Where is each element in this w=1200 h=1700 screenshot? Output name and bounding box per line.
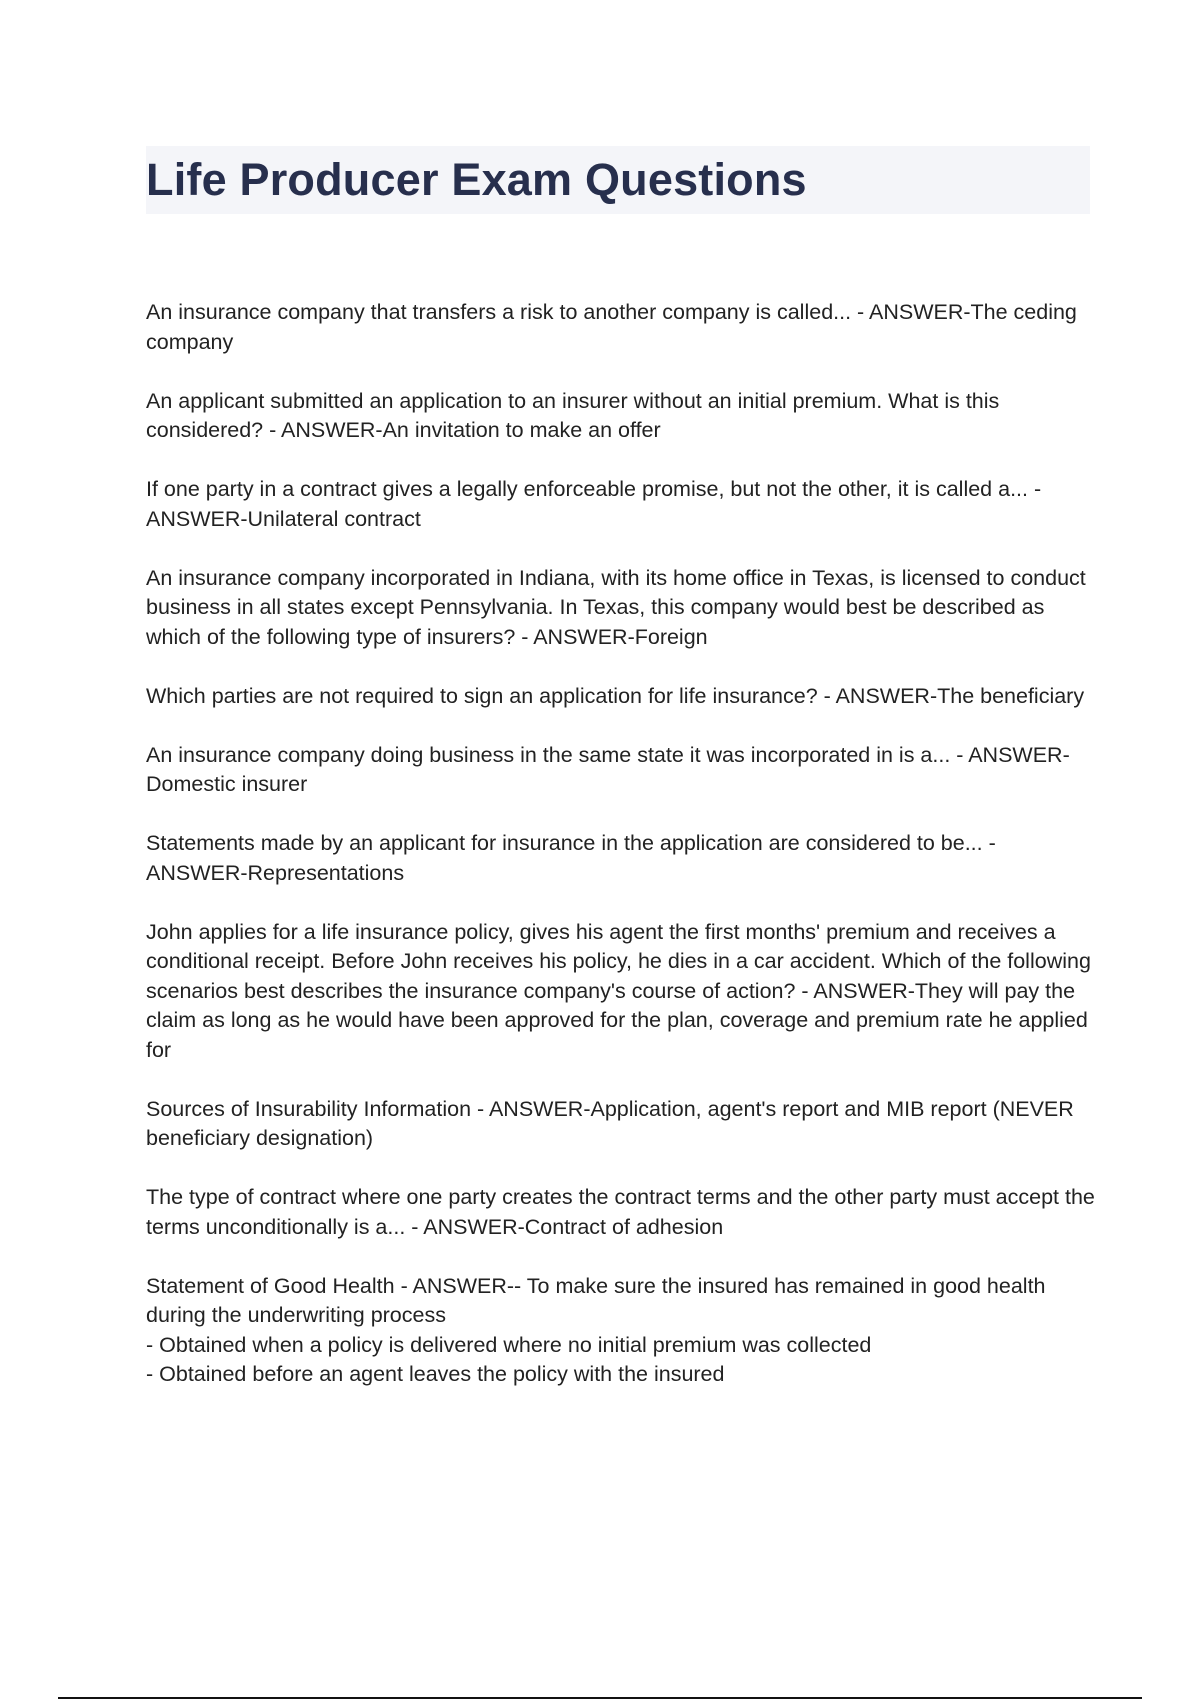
- qa-item: John applies for a life insurance policy, gives his agent the first months' premium and receives a conditional receipt. Before John receives his policy, he dies in a car accident. Which of the following scenarios best describes the insurance company's course of action? - ANSWER-They will pay the claim as long as he would have been approved for the plan, coverage and premium rate he applied for: [146, 919, 1091, 1062]
- qa-item: Statements made by an applicant for insurance in the application are considered to be... - ANSWER-Representations: [146, 831, 996, 885]
- qa-item: An insurance company incorporated in Indiana, with its home office in Texas, is licensed to conduct business in all states except Pennsylvania. In Texas, this company would best be described as which of the following type of insurers? - ANSWER-Foreign: [146, 565, 1086, 649]
- qa-item: The type of contract where one party creates the contract terms and the other party must accept the terms unconditionally is a... - ANSWER-Contract of adhesion: [146, 1185, 1095, 1239]
- qa-item: Sources of Insurability Information - ANSWER-Application, agent's report and MIB report (NEVER beneficiary designation): [146, 1096, 1074, 1150]
- qa-item: If one party in a contract gives a legally enforceable promise, but not the other, it is called a... - ANSWER-Unilateral contract: [146, 477, 1042, 531]
- qa-item: An insurance company doing business in the same state it was incorporated in is a... - ANSWER-Domestic insurer: [146, 742, 1070, 796]
- footer-divider: [58, 1697, 1142, 1699]
- page-title: Life Producer Exam Questions: [146, 154, 807, 205]
- title-banner: [146, 146, 1090, 214]
- qa-item: Which parties are not required to sign an application for life insurance? - ANSWER-The beneficiary: [146, 683, 1085, 708]
- qa-item: Statement of Good Health - ANSWER-- To make sure the insured has remained in good health during the underwriting process - Obtained when a policy is delivered where no initial premium was collected - Obtained before an agent leaves the policy with the insured: [146, 1273, 1046, 1386]
- qa-item: An applicant submitted an application to an insurer without an initial premium. What is this considered? - ANSWER-An invitation to make an offer: [146, 388, 1000, 442]
- question-answer-list: [146, 298, 1096, 1419]
- qa-item: An insurance company that transfers a risk to another company is called... - ANSWER-The ceding company: [146, 300, 1077, 354]
